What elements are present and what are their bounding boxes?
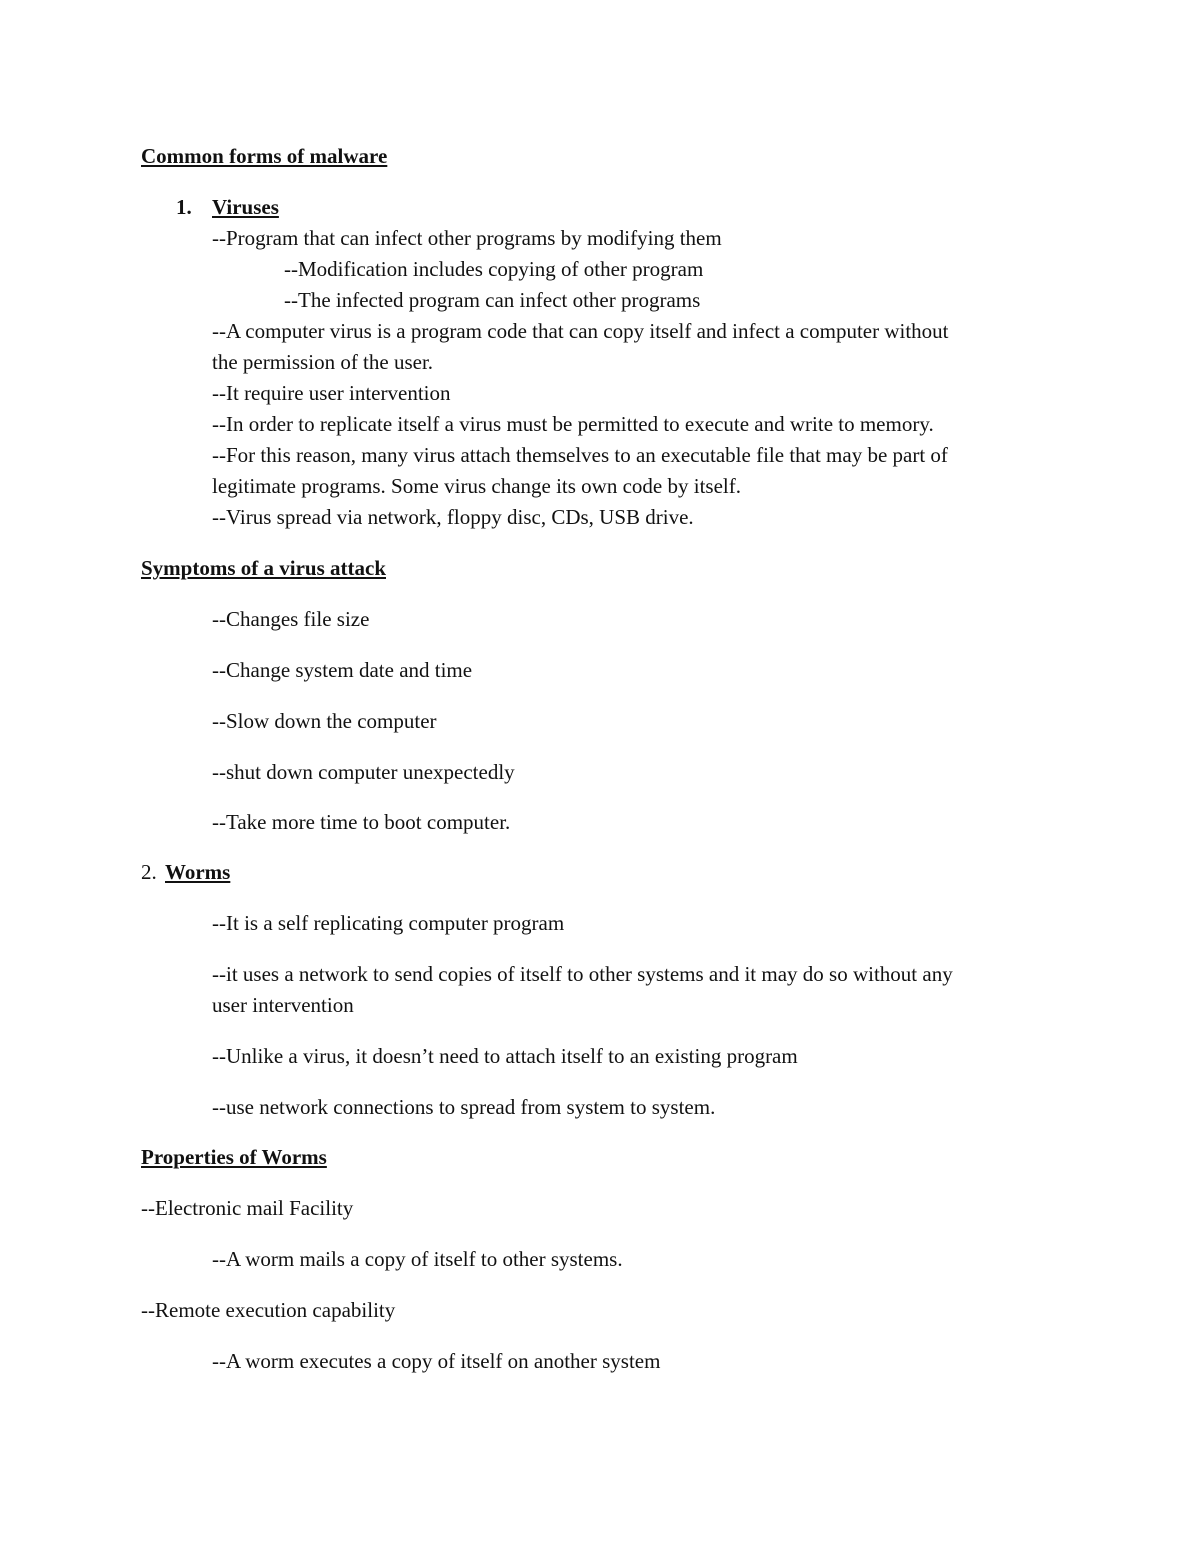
- worms-line: --Unlike a virus, it doesn’t need to attach itself to an existing program: [212, 1044, 798, 1068]
- property-line: --Remote execution capability: [141, 1298, 396, 1322]
- viruses-line: the permission of the user.: [212, 350, 434, 374]
- viruses-line: legitimate programs. Some virus change its own code by itself.: [212, 474, 741, 498]
- property-line: --Electronic mail Facility: [141, 1196, 354, 1220]
- worms-line: --use network connections to spread from system to system.: [212, 1095, 716, 1119]
- symptom-line: --Change system date and time: [212, 658, 473, 682]
- worms-line: --it uses a network to send copies of itself to other systems and it may do so without any: [212, 962, 953, 986]
- symptom-line: --shut down computer unexpectedly: [212, 760, 515, 784]
- worms-heading: Worms: [165, 860, 231, 884]
- symptom-line: --Take more time to boot computer.: [212, 810, 511, 834]
- worms-line: --It is a self replicating computer program: [212, 911, 565, 935]
- viruses-line: --Program that can infect other programs by modifying them: [212, 226, 722, 250]
- worms-line: user intervention: [212, 993, 354, 1017]
- property-detail: --A worm mails a copy of itself to other systems.: [212, 1247, 623, 1271]
- symptom-line: --Changes file size: [212, 607, 370, 631]
- viruses-subline: --The infected program can infect other programs: [284, 288, 701, 312]
- properties-heading: Properties of Worms: [141, 1145, 327, 1169]
- viruses-line: --A computer virus is a program code that can copy itself and infect a computer without: [212, 319, 949, 343]
- viruses-line: --In order to replicate itself a virus must be permitted to execute and write to memory.: [212, 412, 934, 436]
- symptoms-heading: Symptoms of a virus attack: [141, 556, 386, 580]
- worms-number: 2.: [141, 860, 157, 884]
- viruses-number: 1.: [176, 195, 192, 219]
- property-detail: --A worm executes a copy of itself on another system: [212, 1349, 661, 1373]
- viruses-line: --For this reason, many virus attach themselves to an executable file that may be part of: [212, 443, 948, 467]
- viruses-line: --Virus spread via network, floppy disc, CDs, USB drive.: [212, 505, 694, 529]
- symptom-line: --Slow down the computer: [212, 709, 437, 733]
- viruses-heading: Viruses: [212, 195, 279, 219]
- viruses-line: --It require user intervention: [212, 381, 451, 405]
- document-title: Common forms of malware: [141, 144, 388, 168]
- viruses-subline: --Modification includes copying of other program: [284, 257, 704, 281]
